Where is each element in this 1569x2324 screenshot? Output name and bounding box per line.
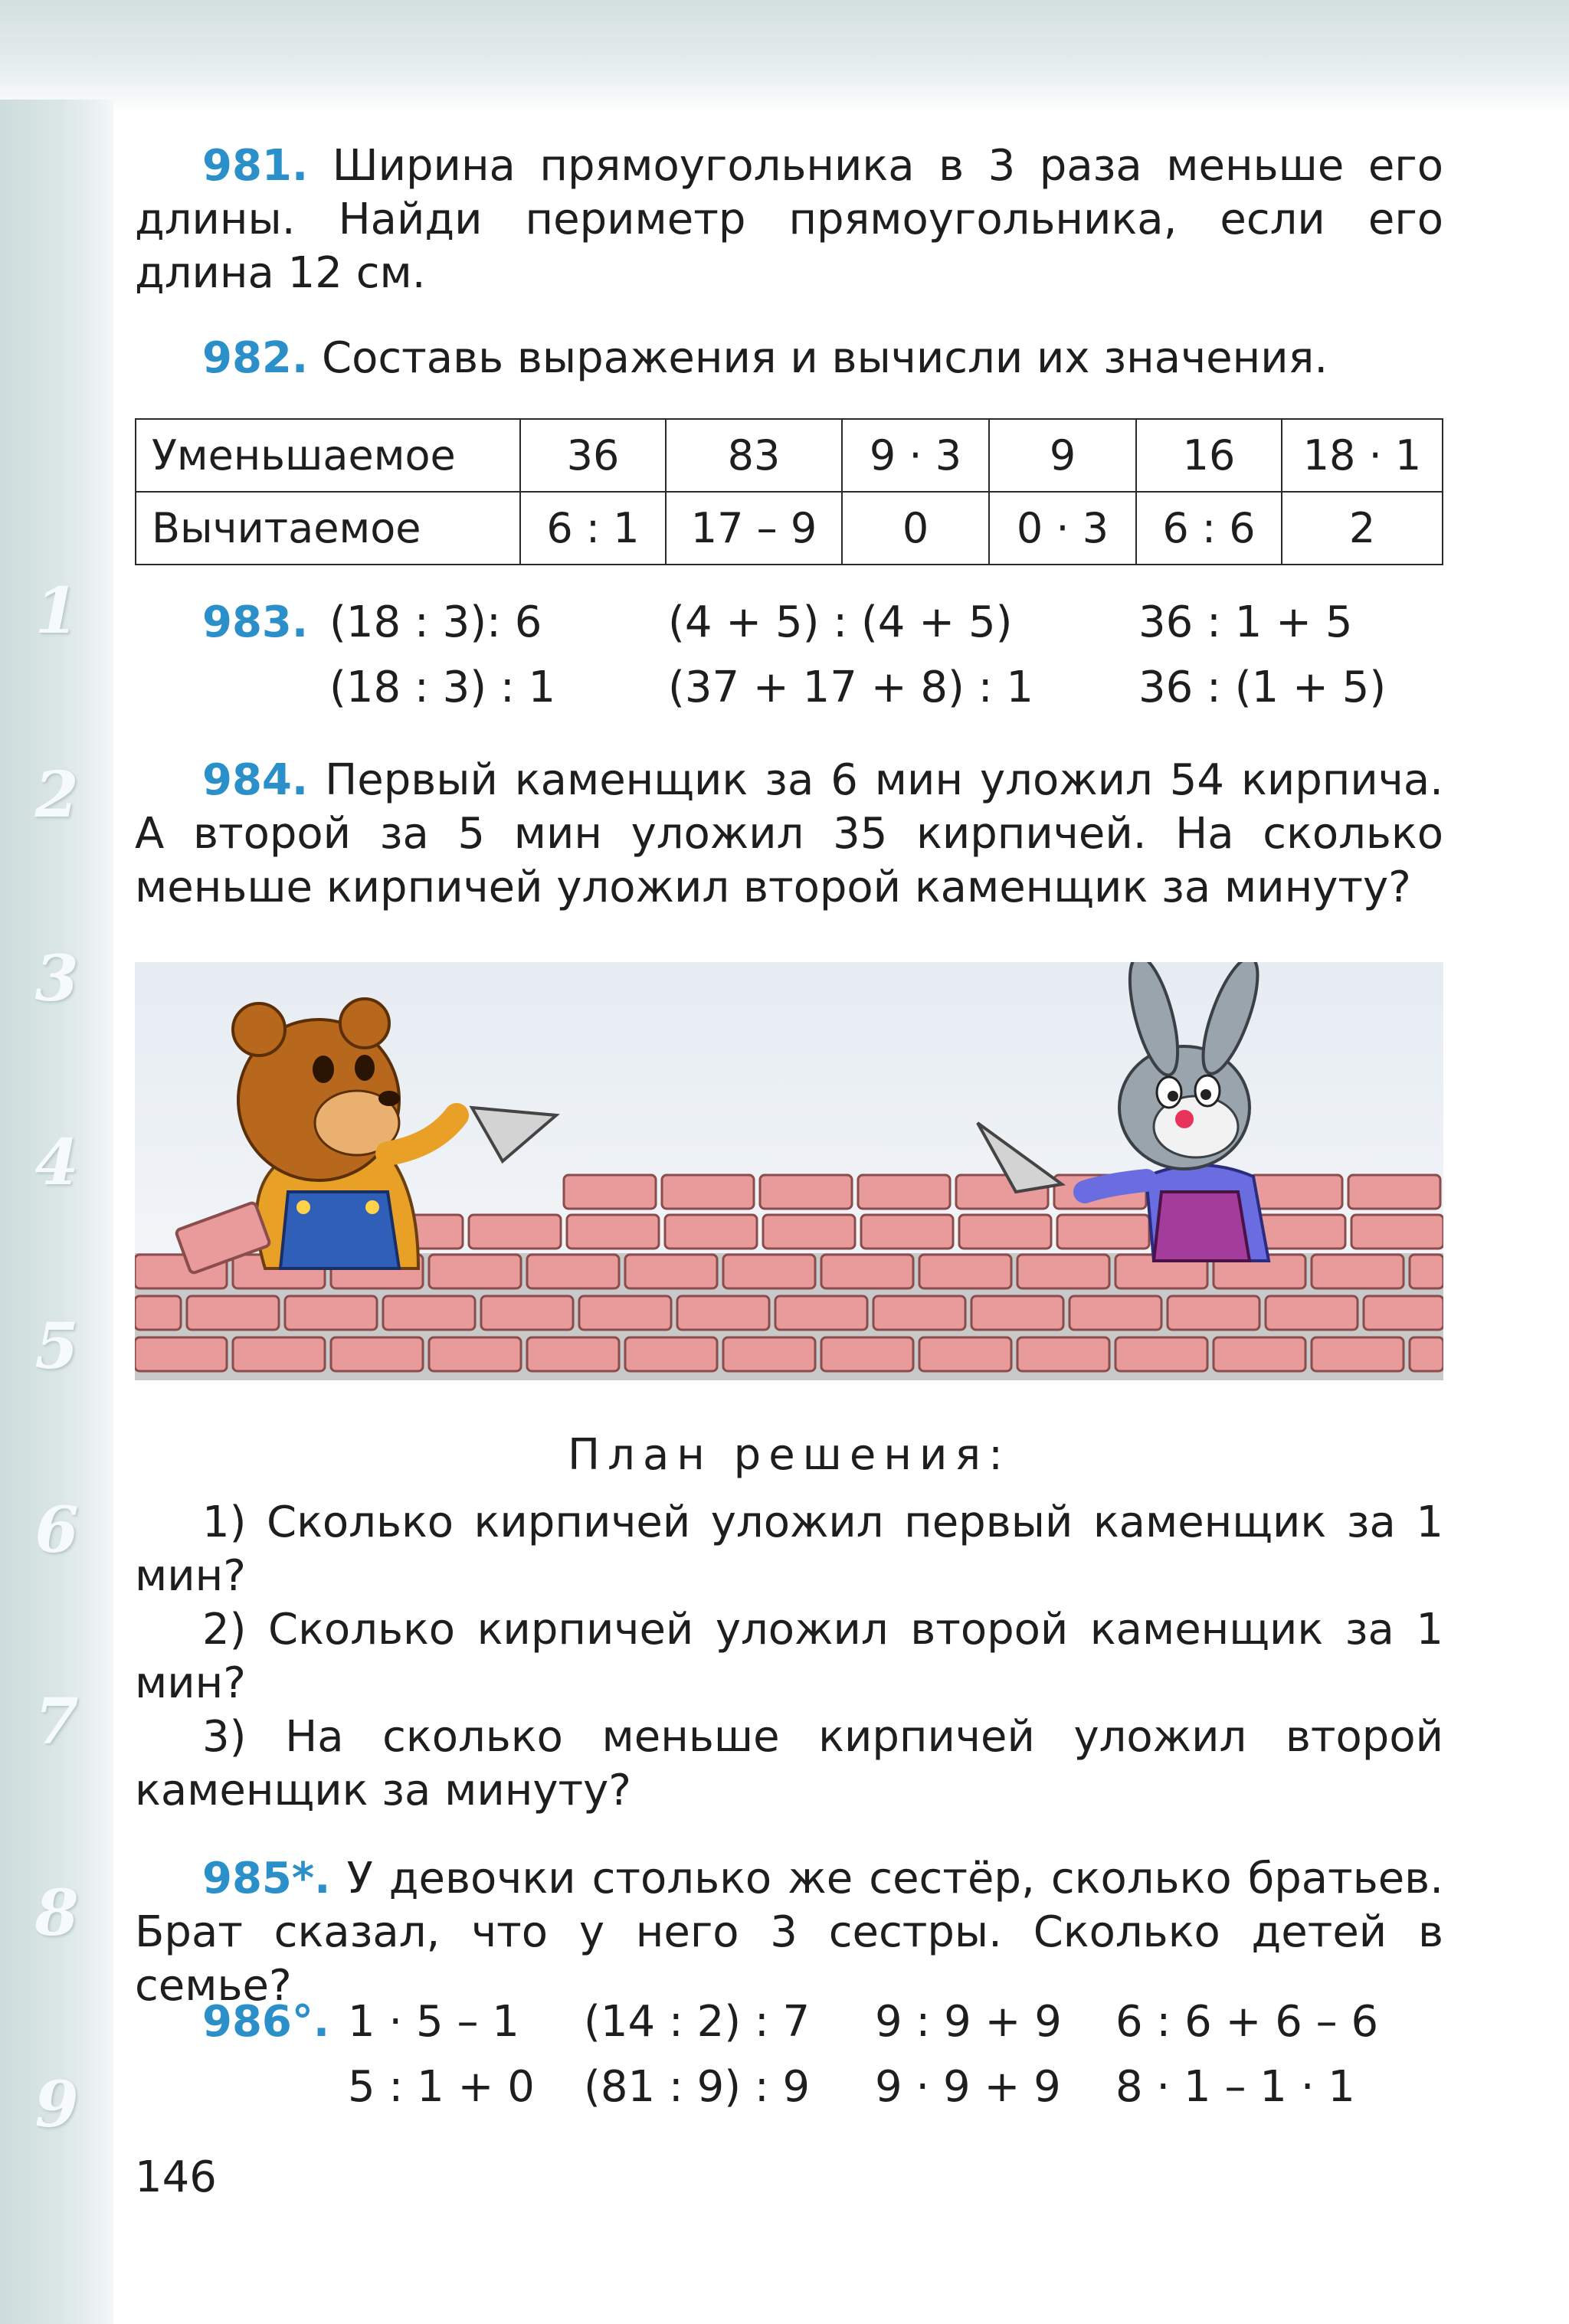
table-cell: 9 — [989, 419, 1136, 492]
brick — [1410, 1255, 1443, 1288]
brick — [429, 1337, 521, 1371]
side-number: 8 — [34, 1877, 79, 1950]
problem-985 — [135, 1852, 1443, 2013]
expression: 9 · 9 + 9 — [875, 2062, 1061, 2112]
brick — [1168, 1296, 1259, 1330]
brick — [1069, 1296, 1161, 1330]
brick — [775, 1296, 867, 1330]
table-row — [136, 492, 1443, 565]
brick — [1250, 1175, 1342, 1209]
expression: 6 : 6 + 6 – 6 — [1115, 1997, 1379, 2047]
brick — [331, 1337, 423, 1371]
brick — [285, 1296, 377, 1330]
brick — [135, 1337, 227, 1371]
plan-item: 1) Сколько кирпичей уложил первый каменщик за 1 мин? — [135, 1498, 1443, 1601]
problem-981 — [135, 139, 1443, 300]
expression: 9 : 9 + 9 — [875, 1997, 1062, 2047]
brick — [959, 1215, 1051, 1249]
brick — [579, 1296, 671, 1330]
page-number: 146 — [135, 2152, 217, 2202]
brick — [1017, 1255, 1109, 1288]
brick — [873, 1296, 965, 1330]
brick — [971, 1296, 1063, 1330]
brick — [723, 1255, 815, 1288]
problem-984 — [135, 754, 1443, 915]
table-cell: 9 · 3 — [842, 419, 989, 492]
brick — [821, 1337, 913, 1371]
table-cell: 0 — [842, 492, 989, 565]
brick — [429, 1255, 521, 1288]
side-number: 5 — [34, 1310, 79, 1383]
brick — [527, 1255, 619, 1288]
brick — [187, 1296, 279, 1330]
brick — [1312, 1337, 1404, 1371]
expression: 5 : 1 + 0 — [348, 2062, 535, 2112]
problem-number: 986°. — [202, 1997, 330, 2047]
side-number: 2 — [34, 758, 79, 832]
expression: (81 : 9) : 9 — [584, 2062, 811, 2112]
side-number: 1 — [34, 574, 79, 648]
problem-text: У девочки столько же сестёр, сколько братьев. Брат сказал, что у него 3 сестры. Сколько детей в семье? — [135, 1854, 1443, 2011]
brick — [625, 1337, 717, 1371]
expression: (18 : 3): 6 — [329, 597, 542, 647]
brick — [760, 1175, 852, 1209]
brick — [1348, 1175, 1440, 1209]
side-number: 6 — [34, 1494, 79, 1567]
side-number: 3 — [34, 942, 79, 1016]
brick — [1214, 1337, 1305, 1371]
table-cell: 6 : 1 — [520, 492, 666, 565]
side-number: 7 — [34, 1685, 79, 1759]
brick — [677, 1296, 769, 1330]
side-number: 4 — [34, 1126, 79, 1200]
brick — [1115, 1337, 1207, 1371]
brick — [1057, 1215, 1149, 1249]
bricklayers-illustration — [135, 962, 1443, 1380]
brick — [1266, 1296, 1358, 1330]
brick — [481, 1296, 573, 1330]
expression: (14 : 2) : 7 — [584, 1997, 811, 2047]
brick — [233, 1337, 325, 1371]
brick — [1410, 1337, 1443, 1371]
table-cell: 83 — [666, 419, 842, 492]
expression: (37 + 17 + 8) : 1 — [668, 663, 1033, 712]
table-cell: 2 — [1282, 492, 1443, 565]
brick — [665, 1215, 757, 1249]
problem-number: 984. — [202, 755, 309, 805]
problem-982 — [135, 332, 1443, 385]
problem-text: Первый каменщик за 6 мин уложил 54 кирпича. А второй за 5 мин уложил 35 кирпичей. На сколько меньше кирпичей уложил второй каменщик за минуту? — [135, 755, 1443, 912]
brick — [469, 1215, 561, 1249]
expression: (18 : 3) : 1 — [329, 663, 556, 712]
brick — [527, 1337, 619, 1371]
brick — [135, 1296, 181, 1330]
expression: 1 · 5 – 1 — [348, 1997, 519, 2047]
brick — [723, 1337, 815, 1371]
problem-number: 981. — [202, 141, 309, 191]
plan-item: 3) На сколько меньше кирпичей уложил второй каменщик за минуту? — [135, 1712, 1443, 1815]
expression: (4 + 5) : (4 + 5) — [668, 597, 1013, 647]
table-row — [136, 419, 1443, 492]
expression: 36 : 1 + 5 — [1138, 597, 1353, 647]
brick — [858, 1175, 950, 1209]
brick — [919, 1337, 1011, 1371]
table-cell: 16 — [1136, 419, 1282, 492]
plan-title: План решения: — [568, 1430, 1011, 1480]
brick — [919, 1255, 1011, 1288]
brick — [662, 1175, 754, 1209]
side-number: 9 — [34, 2068, 79, 2142]
table-cell: 36 — [520, 419, 666, 492]
brick — [763, 1215, 855, 1249]
table-cell: 18 · 1 — [1282, 419, 1443, 492]
table-row-label: Вычитаемое — [136, 492, 520, 565]
minuend-subtrahend-table — [135, 418, 1443, 565]
brick — [861, 1215, 953, 1249]
table-cell: 6 : 6 — [1136, 492, 1282, 565]
table-row-label: Уменьшаемое — [136, 419, 520, 492]
expression: 36 : (1 + 5) — [1138, 663, 1387, 712]
table-cell: 0 · 3 — [989, 492, 1136, 565]
brick — [821, 1255, 913, 1288]
brick — [625, 1255, 717, 1288]
left-margin-strip — [0, 100, 113, 2324]
table-cell: 17 – 9 — [666, 492, 842, 565]
problem-text: Составь выражения и вычисли их значения. — [321, 333, 1328, 383]
brick — [1364, 1296, 1443, 1330]
textbook-page — [135, 0, 1443, 2324]
brick — [564, 1175, 656, 1209]
brick — [567, 1215, 659, 1249]
problem-number: 982. — [202, 333, 309, 383]
problem-number: 985*. — [202, 1854, 331, 1903]
brick — [1253, 1215, 1345, 1249]
problem-number: 983. — [202, 597, 309, 647]
brick — [383, 1296, 475, 1330]
brick — [1017, 1337, 1109, 1371]
plan-item: 2) Сколько кирпичей уложил второй каменщик за 1 мин? — [135, 1605, 1443, 1708]
brick — [1351, 1215, 1443, 1249]
brick — [1312, 1255, 1404, 1288]
problem-text: Ширина прямоугольника в 3 раза меньше его длины. Найди периметр прямоугольника, если его длина 12 см. — [135, 141, 1443, 298]
expression: 8 · 1 – 1 · 1 — [1115, 2062, 1355, 2112]
